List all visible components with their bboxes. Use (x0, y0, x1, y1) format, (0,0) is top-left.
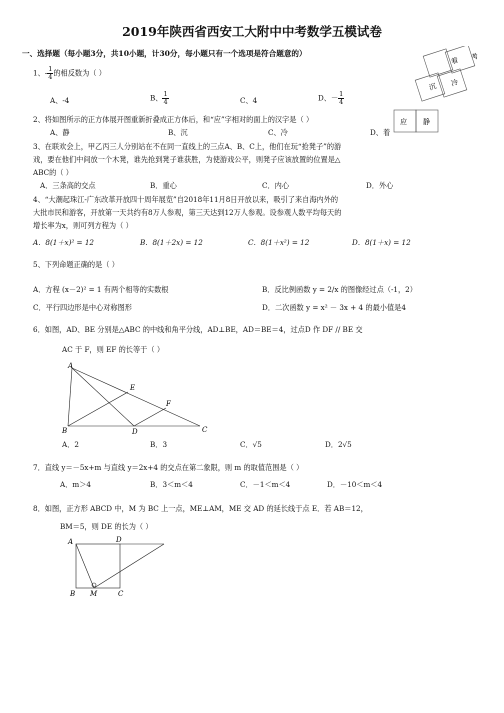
q1-d-den: 4 (339, 98, 344, 106)
q1-option-b[interactable] (150, 91, 169, 106)
q3-option-b[interactable]: B．重心 (150, 181, 177, 190)
segment-df (134, 408, 166, 426)
q8-line2: BM＝5，则 DE 的长为（ ） (60, 522, 153, 531)
q6-option-c[interactable]: C．√5 (240, 440, 262, 449)
square-figure (64, 536, 174, 598)
net-cell-1: 着 (450, 56, 460, 66)
q2-stem: 2、将如图所示的正方体展开图重新折叠成正方体后，和“应”字相对的面上的汉字是（ ） (33, 115, 314, 124)
label-f: F (166, 400, 171, 408)
label-c: C (118, 590, 124, 598)
label-b: B (70, 590, 76, 598)
q5-option-c[interactable]: C．平行四边形是中心对称图形 (33, 303, 132, 312)
q3-option-d[interactable]: D．外心 (366, 181, 394, 190)
q3-line2: 戏，要在他们中间放一个木凳，谁先抢到凳子谁获胜，为使游戏公平，则凳子应该放置的位置是△ (33, 155, 341, 164)
q3-option-c[interactable]: C．内心 (262, 181, 290, 190)
triangle-figure (60, 362, 220, 434)
net-cell-6: 静 (423, 118, 430, 126)
q7-option-c[interactable]: C．－1＜m＜4 (240, 480, 291, 489)
side-ac (72, 368, 200, 426)
q4-option-d[interactable]: D．8(1＋x) = 12 (352, 238, 411, 247)
q2-option-a[interactable]: A、静 (50, 128, 70, 137)
q1-b-num: 1 (163, 90, 168, 98)
section-heading: 一、选择题（每小题3分，共10小题，计30分，每小题只有一个选项是符合题意的） (22, 49, 307, 58)
q1-b-fraction (162, 91, 168, 106)
q7-option-a[interactable]: A．m＞4 (60, 480, 91, 489)
net-cell-3: 沉 (428, 82, 438, 92)
q8-line1: 8．如图，正方形 ABCD 中，M 为 BC 上一点，ME⊥AM，ME 交 AD 的延长线于点 E．若 AB＝12， (33, 504, 368, 513)
label-d: D (116, 536, 122, 544)
q4-line2: 大批市民和游客，开放第一天共约有8万人参观，第三天达到12万人参观。设参观人数平均每天的 (33, 208, 342, 217)
label-m: M (90, 590, 98, 598)
q4-option-b[interactable]: B．8(1＋2x) = 12 (140, 238, 203, 247)
q3-line1: 3、在联欢会上，甲乙丙三人分别站在不在同一直线上的三点A、B、C上，他们在玩“抢凳子”的游 (33, 142, 342, 151)
q1-stem (33, 66, 106, 81)
q1-option-d[interactable] (318, 91, 344, 106)
bisector-be (68, 392, 128, 426)
q7-option-b[interactable]: B．3＜m＜4 (150, 480, 193, 489)
q2-option-d[interactable]: D、着 (370, 128, 391, 137)
q3-line3: ABC的（ ） (33, 168, 73, 177)
q6-option-a[interactable]: A．2 (62, 440, 79, 449)
segment-me (94, 544, 164, 588)
square-abcd (76, 544, 120, 588)
side-ab (68, 368, 72, 426)
q4-option-a[interactable]: A．8(1＋x)² = 12 (33, 238, 94, 247)
label-b: B (62, 427, 68, 434)
q1-option-a[interactable]: A、-4 (50, 96, 70, 105)
q1-b-pre: B、 (150, 93, 163, 103)
q4-line1: 4、“大潮起珠江-广东改革开放四十周年展览”自2018年11月8日开放以来，吸引了来自海内外的 (33, 195, 339, 204)
q5-option-a[interactable]: A．方程 (x－2)² = 1 有两个相等的实数根 (33, 285, 169, 294)
q6-line1: 6．如图，AD、BE 分别是△ABC 的中线和角平分线，AD⊥BE，AD＝BE＝4，过点D 作 DF // BE 交 (33, 325, 363, 334)
q5-option-d[interactable]: D．二次函数 y = x² － 3x + 4 的最小值是4 (262, 303, 406, 312)
paper-title: 2019年陕西省西安工大附中中考数学五模试卷 (122, 24, 382, 39)
q2-option-b[interactable]: B、沉 (168, 128, 188, 137)
cube-net-svg (388, 46, 500, 150)
q1-d-num: 1 (339, 90, 344, 98)
q1-stem-b: 的相反数为（ ） (53, 68, 106, 78)
q1-b-den: 4 (163, 98, 168, 106)
label-c: C (202, 426, 208, 434)
net-cell-2: 考 (470, 52, 480, 62)
q2-option-c[interactable]: C、冷 (268, 128, 288, 137)
q1-stem-a: 1、- (33, 68, 48, 78)
label-a: A (68, 538, 74, 546)
q1-d-pre: D、－ (318, 93, 339, 103)
net-cell-5: 应 (400, 118, 407, 126)
q6-option-b[interactable]: B．3 (150, 440, 168, 449)
q1-frac-num: 1 (48, 65, 53, 73)
net-cell-4: 冷 (450, 78, 460, 88)
label-e: E (130, 384, 136, 392)
q1-option-c[interactable]: C、4 (240, 96, 258, 105)
q7-stem: 7．直线 y＝－5x+m 与直线 y＝2x+4 的交点在第二象限，则 m 的取值范围是（ ） (33, 463, 304, 472)
label-d: D (132, 428, 138, 434)
q1-d-fraction (338, 91, 344, 106)
q5-option-b[interactable]: B．反比例函数 y = 2/x 的图像经过点（-1，2） (262, 285, 417, 294)
q4-option-c[interactable]: C．8(1＋x²) = 12 (248, 238, 310, 247)
label-a: A (68, 362, 74, 370)
q1-frac-den: 4 (48, 73, 53, 81)
q6-option-d[interactable]: D．2√5 (325, 440, 352, 449)
q6-line2: AC 于 F，则 EF 的长等于（ ） (62, 345, 165, 354)
segment-am (76, 544, 94, 588)
median-ad (72, 368, 134, 426)
q3-option-a[interactable]: A．三条高的交点 (40, 181, 96, 190)
q7-option-d[interactable]: D．－10＜m＜4 (327, 480, 383, 489)
q4-line3: 增长率为x，则可列方程为（ ） (33, 221, 133, 230)
cube-net-figure (388, 46, 500, 150)
q5-stem: 5、下列命题正确的是（ ） (33, 260, 119, 269)
